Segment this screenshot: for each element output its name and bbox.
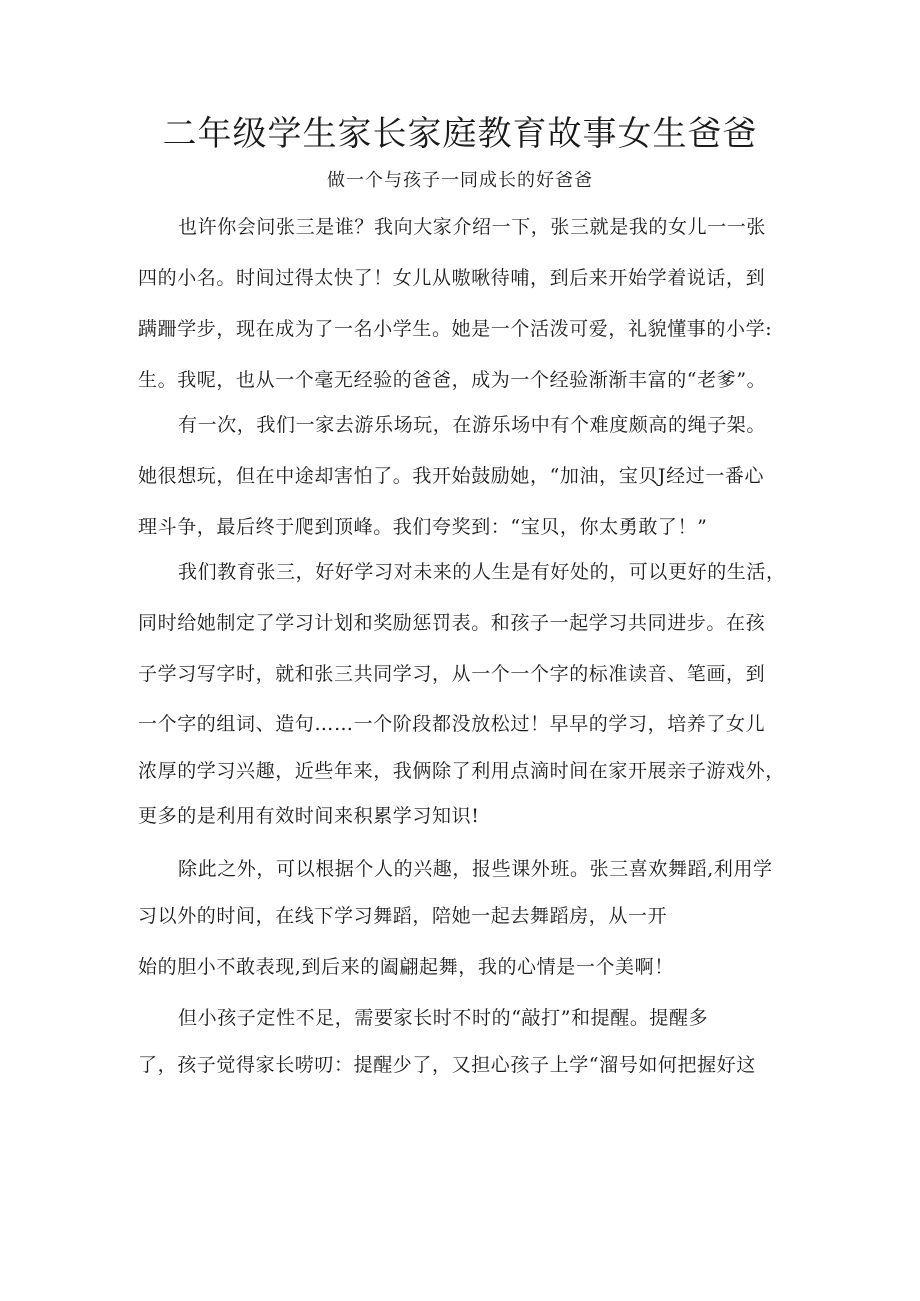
- paragraph-line: 我们教育张三，好好学习对未来的人生是有好处的，可以更好的生活，: [178, 561, 786, 583]
- paragraph-line: 同时给她制定了学习计划和奖励惩罚表。和孩子一起学习共同进步。在孩: [138, 612, 766, 634]
- paragraph-line: 子学习写字时，就和张三共同学习，从一个一个字的标准读音、笔画，到: [138, 663, 766, 685]
- paragraph-line: 除此之外，可以根据个人的兴趣，报些课外班。张三喜欢舞蹈,利用学: [178, 858, 773, 880]
- paragraph-line: 始的胆小不敢表现,到后来的阖翩起舞，我的心情是一个美啊！: [138, 956, 674, 978]
- paragraph-line: 理斗争，最后终于爬到顶峰。我们夸奖到：“宝贝，你太勇敢了！”: [138, 516, 708, 538]
- paragraph-line: 习以外的时间，在线下学习舞蹈，陪她一起去舞蹈房，从一开: [138, 905, 668, 927]
- paragraph-line: 四的小名。时间过得太快了！女儿从嗷啾待哺，到后来开始学着说话，到: [138, 267, 766, 289]
- paragraph-line: 她很想玩，但在中途却害怕了。我开始鼓励她，“加油，宝贝J经过一番心: [138, 465, 765, 487]
- paragraph-line: 也许你会问张三是谁？我向大家介绍一下，张三就是我的女儿一一张: [178, 216, 767, 238]
- paragraph-line: 了，孩子觉得家长唠叨：提醒少了，又担心孩子上学“溜号如何把握好这: [138, 1054, 756, 1076]
- paragraph-line: 浓厚的学习兴趣，近些年来，我俩除了利用点滴时间在家开展亲子游戏外，: [138, 760, 785, 782]
- document-subtitle: 做一个与孩子一同成长的好爸爸: [327, 170, 593, 191]
- document-title: 二年级学生家长家庭教育故事女生爸爸: [162, 114, 758, 154]
- paragraph-line: 但小孩子定性不足，需要家长时不时的“敲打”和提醒。提醒多: [178, 1007, 709, 1029]
- paragraph-line: 一个字的组词、造句……一个阶段都没放松过！早早的学习，培养了女儿: [138, 713, 766, 735]
- paragraph-line: 更多的是利用有效时间来积累学习知识!: [138, 805, 480, 827]
- paragraph-line: 有一次，我们一家去游乐场玩，在游乐场中有个难度颇高的绳子架。: [178, 414, 767, 436]
- paragraph-line: 蹒跚学步，现在成为了一名小学生。她是一个活泼可爱，礼貌懂事的小学:: [138, 318, 773, 340]
- paragraph-line: 生。我呢，也从一个毫无经验的爸爸，成为一个经验渐渐丰富的“老爹”。: [138, 369, 767, 391]
